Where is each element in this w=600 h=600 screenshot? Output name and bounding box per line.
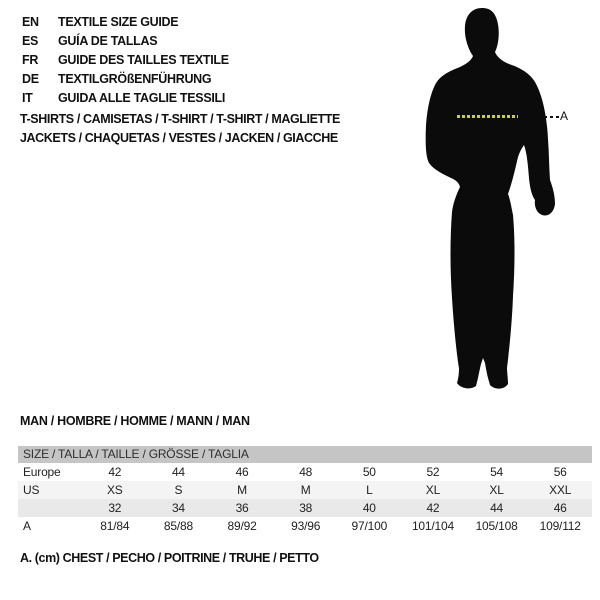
language-row <box>22 51 229 70</box>
size-value-cell: 89/92 <box>227 519 257 533</box>
language-row <box>22 89 229 108</box>
size-value-cell: 34 <box>171 501 185 515</box>
category-list <box>20 110 340 148</box>
language-label: GUÍA DE TALLAS <box>58 34 158 48</box>
size-value-cell: 85/88 <box>163 519 193 533</box>
size-value-cell: 42 <box>426 501 440 515</box>
category-line: JACKETS / CHAQUETAS / VESTES / JACKEN / GIACCHE <box>20 131 338 145</box>
size-value-cell: 56 <box>553 465 567 479</box>
size-table <box>18 446 592 535</box>
language-code: ES <box>22 34 39 48</box>
size-value-cell: 32 <box>108 501 122 515</box>
row-label: US <box>23 483 40 497</box>
language-label: TEXTILGRÖßENFÜHRUNG <box>58 72 212 86</box>
table-row <box>18 499 592 517</box>
size-value-cell: 105/108 <box>475 519 518 533</box>
size-value-cell: M <box>300 483 311 497</box>
language-label: GUIDE DES TAILLES TEXTILE <box>58 53 229 67</box>
language-label: GUIDA ALLE TAGLIE TESSILI <box>58 91 226 105</box>
size-value-cell: 109/112 <box>539 519 581 533</box>
footnote-chest: A. (cm) CHEST / PECHO / POITRINE / TRUHE / PETTO <box>20 551 319 565</box>
size-value-cell: 42 <box>108 465 122 479</box>
size-value-cell: 48 <box>299 465 313 479</box>
table-row <box>18 463 592 481</box>
chest-measure-dash-line <box>544 116 559 118</box>
size-value-cell: 52 <box>426 465 440 479</box>
size-value-cell: 38 <box>299 501 313 515</box>
size-value-cell: 44 <box>171 465 185 479</box>
size-value-cell: XL <box>425 483 441 497</box>
size-value-cell: L <box>366 483 373 497</box>
size-value-cell: S <box>174 483 183 497</box>
language-row <box>22 32 229 51</box>
size-table-body <box>18 463 592 535</box>
category-line: T-SHIRTS / CAMISETAS / T-SHIRT / T-SHIRT / MAGLIETTE <box>20 112 340 126</box>
language-code: IT <box>22 91 33 105</box>
size-value-cell: M <box>237 483 247 497</box>
size-value-cell: 93/96 <box>291 519 321 533</box>
chest-measure-dotted-line <box>457 115 518 118</box>
size-value-cell: XXL <box>549 483 572 497</box>
size-value-cell: 44 <box>490 501 504 515</box>
language-code: EN <box>22 15 39 29</box>
size-value-cell: 46 <box>235 465 249 479</box>
measure-point-label: A <box>560 109 569 123</box>
language-code: DE <box>22 72 39 86</box>
size-value-cell: XL <box>489 483 504 497</box>
size-value-cell: 46 <box>553 501 567 515</box>
size-table-header: SIZE / TALLA / TAILLE / GRÖSSE / TAGLIA <box>18 446 592 463</box>
language-row <box>22 70 229 89</box>
table-row <box>18 517 592 535</box>
row-label: A <box>23 519 31 533</box>
table-row <box>18 481 592 499</box>
size-value-cell: XS <box>107 483 123 497</box>
size-value-cell: 50 <box>362 465 376 479</box>
man-silhouette <box>425 8 565 393</box>
size-value-cell: 40 <box>362 501 376 515</box>
size-value-cell: 81/84 <box>100 519 130 533</box>
language-list <box>22 13 229 108</box>
row-label: Europe <box>23 465 61 479</box>
size-value-cell: 54 <box>490 465 504 479</box>
size-value-cell: 101/104 <box>411 519 454 533</box>
size-value-cell: 97/100 <box>351 519 388 533</box>
size-value-cell: 36 <box>235 501 249 515</box>
language-code: FR <box>22 53 39 67</box>
section-title-man: MAN / HOMBRE / HOMME / MANN / MAN <box>20 414 250 428</box>
language-label: TEXTILE SIZE GUIDE <box>58 15 179 29</box>
language-row <box>22 13 229 32</box>
